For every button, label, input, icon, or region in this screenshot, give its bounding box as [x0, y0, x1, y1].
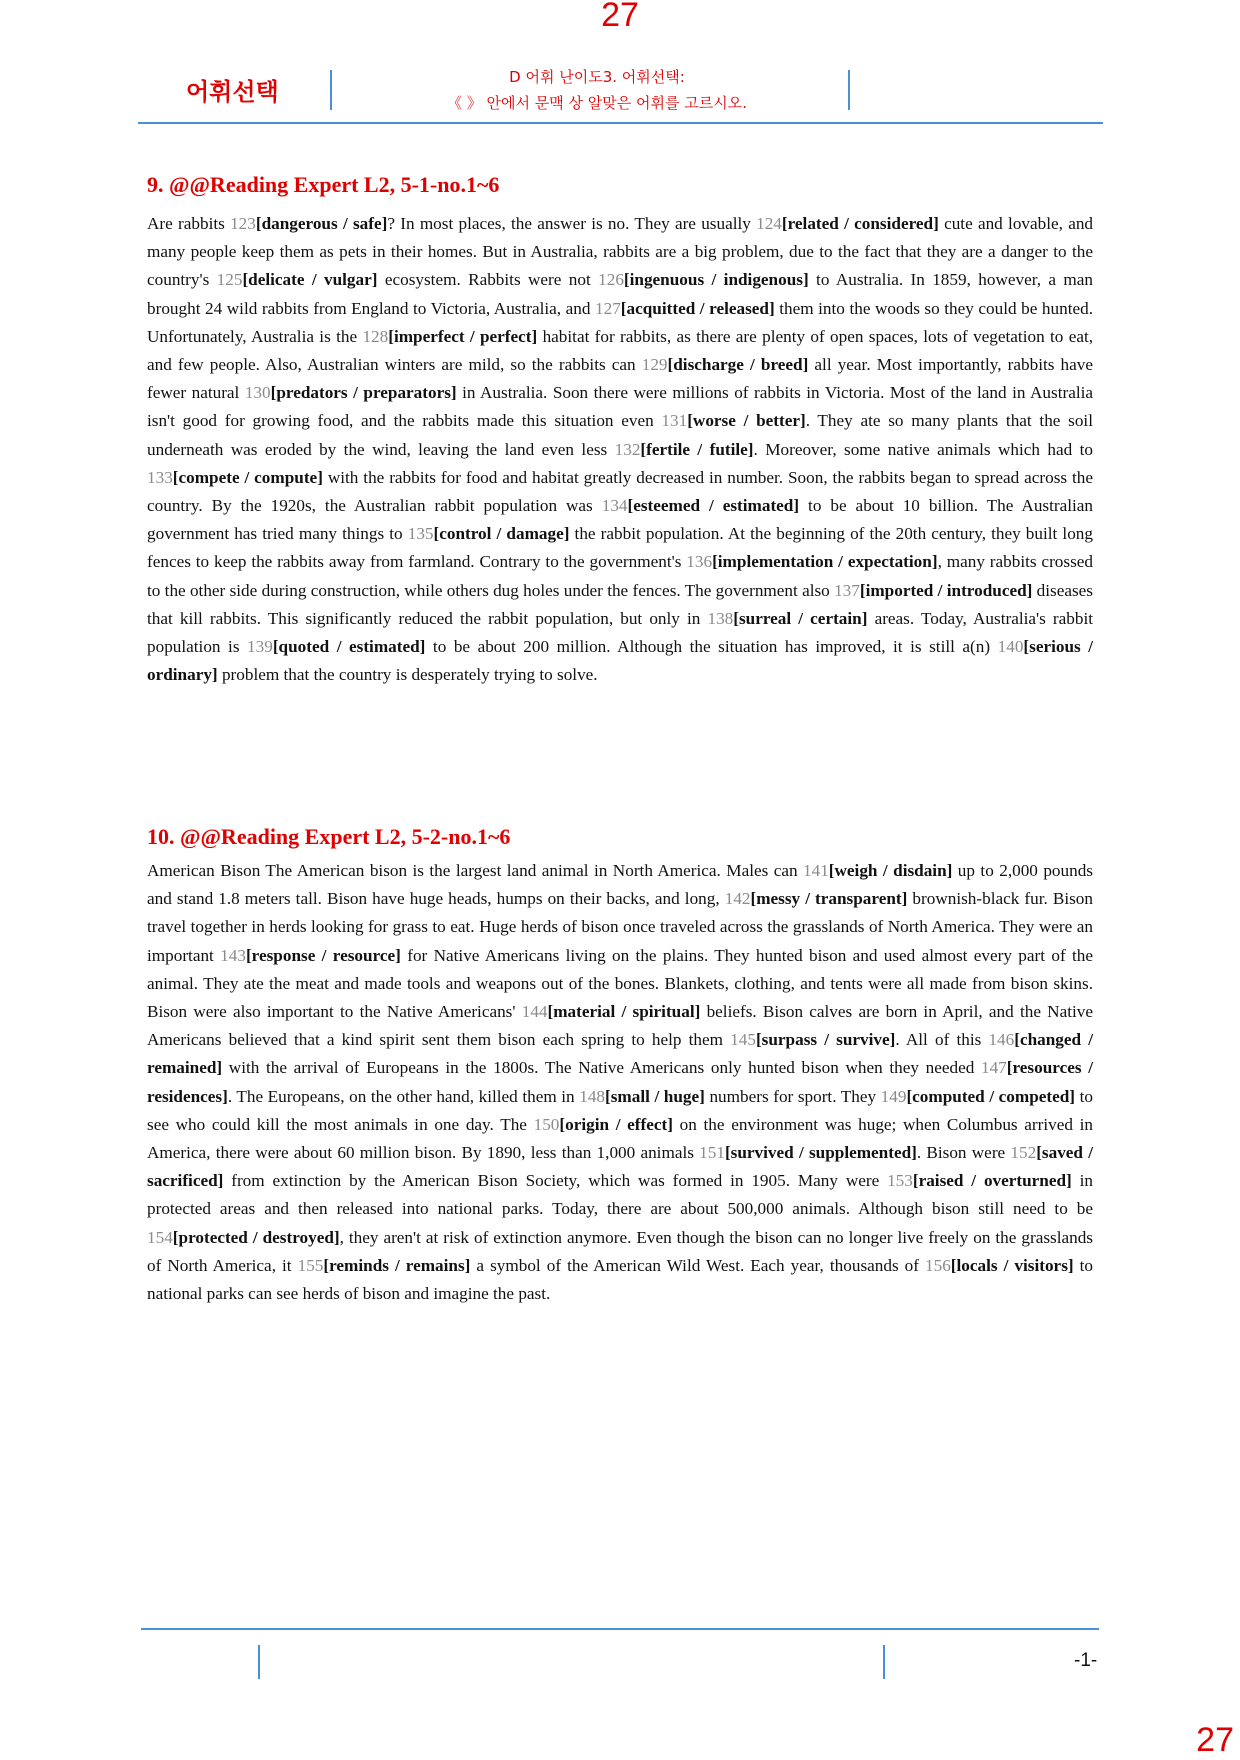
- question-number: 126: [598, 270, 624, 290]
- word-choice: [quoted / estimated]: [272, 637, 426, 657]
- question-number: 136: [686, 552, 713, 572]
- footer-divider-right: [883, 1645, 885, 1679]
- question-number: 135: [407, 524, 434, 544]
- question-number: 149: [880, 1086, 907, 1106]
- word-choice: [control / damage]: [433, 524, 570, 544]
- question-number: 153: [887, 1171, 913, 1191]
- page-header: [138, 60, 1103, 124]
- passage-text: on the environment was huge; when Columbus arrived in America, there were about 60 million bison. By 1890, less than 1,000 animals: [147, 1114, 1093, 1163]
- question-number: 154: [147, 1227, 173, 1247]
- passage-text: cute and lovable, and many people keep them as pets in their homes. But in Australia, rabbits are a big problem, due to the fact that they are a danger to the country's: [147, 214, 1094, 290]
- passage-text: . They ate so many plants that the soil underneath was eroded by the wind, leaving the land even less: [147, 411, 1093, 459]
- word-choice: [predators / preparators]: [270, 383, 457, 403]
- word-choice: [esteemed / estimated]: [627, 496, 800, 516]
- question-number: 132: [614, 439, 641, 459]
- question-number: 123: [230, 214, 256, 233]
- header-title: 어휘선택: [186, 78, 279, 106]
- word-choice: [messy / transparent]: [750, 889, 908, 909]
- question-number: 127: [595, 298, 621, 318]
- page-number-top: 27: [601, 0, 639, 34]
- question-number: 156: [925, 1255, 951, 1275]
- passage-text: for Native Americans living on the plains. They hunted bison and used almost every part of the animal. They ate the meat and made tools and weapons out of the bones. Blankets, clothing, and tents were all made from bison skins. Bison were also important to the Native Americans': [147, 945, 1093, 1022]
- question-number: 137: [834, 580, 860, 600]
- word-choice: [fertile / futile]: [640, 439, 754, 459]
- question-number: 133: [147, 467, 173, 487]
- passage-text: , many rabbits crossed to the other side during construction, while others dug holes under the fences. The government also: [147, 552, 1093, 600]
- word-choice: [reminds / remains]: [323, 1255, 471, 1275]
- question-number: 134: [601, 496, 628, 516]
- section-title: 10. @@Reading Expert L2, 5-2-no.1~6: [147, 824, 511, 849]
- passage-text: in protected areas and then released into national parks. Today, there are about 500,000 animals. Although bison still need to be: [147, 1171, 1094, 1219]
- passage-text: . Bison were: [916, 1143, 1011, 1163]
- word-choice: [raised / overturned]: [912, 1171, 1072, 1191]
- word-choice: [dangerous / safe]: [255, 214, 388, 233]
- passage-text: numbers for sport. They: [704, 1086, 881, 1106]
- passage-text: . Moreover, some native animals which had to: [753, 439, 1093, 459]
- passage-text: , they aren't at risk of extinction anymore. Even though the bison can no longer live freely on the grasslands of North America, it: [147, 1227, 1093, 1275]
- question-number: 125: [216, 270, 243, 290]
- passage-text: from extinction by the American Bison Society, which was formed in 1905. Many were: [223, 1171, 888, 1191]
- passage-text: all year. Most importantly, rabbits have fewer natural: [147, 355, 1093, 403]
- page-number-corner: 27: [1196, 1721, 1234, 1759]
- word-choice: [saved / sacrificed]: [147, 1143, 1094, 1191]
- word-choice: [computed / competed]: [906, 1086, 1076, 1106]
- question-number: 146: [988, 1030, 1015, 1050]
- question-number: 155: [297, 1255, 324, 1275]
- passage-text: problem that the country is desperately trying to solve.: [217, 665, 598, 685]
- word-choice: [origin / effect]: [559, 1114, 673, 1134]
- passage-text: up to 2,000 pounds and stand 1.8 meters tall. Bison have huge heads, humps on their backs, and long,: [147, 861, 1093, 909]
- question-number: 148: [579, 1086, 605, 1106]
- passage-text: beliefs. Bison calves are born in April, and the Native Americans believed that a kind spirit sent them bison each spring to help them: [147, 1002, 1093, 1050]
- header-desc-line-2: 《 》 안에서 문맥 상 알맞은 어휘를 고르시오.: [447, 94, 747, 112]
- word-choice: [worse / better]: [687, 411, 806, 431]
- word-choice: [ingenuous / indigenous]: [623, 270, 809, 290]
- passage-text: the rabbit population. At the beginning of the 20th century, they built long fences to keep the rabbits away from farmland. Contrary to the government's: [147, 524, 1093, 572]
- header-desc-line-1: D 어휘 난이도3. 어휘선택:: [509, 68, 685, 86]
- header-divider-right: [848, 70, 850, 110]
- passage-text: with the arrival of Europeans in the 1800s. The Native Americans only hunted bison when they needed: [222, 1058, 981, 1078]
- word-choice: [changed / remained]: [147, 1030, 1093, 1078]
- passage-text: to see who could kill the most animals in one day. The: [147, 1086, 1093, 1134]
- passage-text: brownish-black fur. Bison travel together in herds looking for grass to eat. Huge herds of bison once traveled across the grasslands of North America. They were an important: [147, 889, 1093, 965]
- question-number: 138: [707, 608, 734, 628]
- question-number: 139: [247, 637, 273, 657]
- header-divider-left: [330, 70, 332, 110]
- word-choice: [surreal / certain]: [733, 608, 868, 628]
- question-number: 152: [1010, 1143, 1037, 1163]
- footer-rule: [141, 1628, 1099, 1630]
- passage-text: to be about 10 billion. The Australian government has tried many things to: [147, 496, 1094, 544]
- passage-text: to national parks can see herds of bison and imagine the past.: [147, 1255, 1094, 1304]
- passage-text: in Australia. Soon there were millions of rabbits in Victoria. Most of the land in Australia isn't good for growing food, and the rabbits made this situation even: [147, 383, 1094, 431]
- question-number: 130: [244, 383, 271, 403]
- passage-text: diseases that kill rabbits. This significantly reduced the rabbit population, but only in: [147, 580, 1093, 628]
- question-number: 128: [362, 326, 389, 346]
- passage-text: ? In most places, the answer is no. They are usually: [387, 214, 757, 233]
- word-choice: [weigh / disdain]: [828, 861, 953, 880]
- passage-text: . All of this: [895, 1030, 989, 1050]
- section-title: 9. @@Reading Expert L2, 5-1-no.1~6: [147, 172, 500, 197]
- word-choice: [survived / supplemented]: [724, 1143, 917, 1163]
- passage-text: to be about 200 million. Although the situation has improved, it is still a(n): [425, 637, 998, 657]
- passage-text: habitat for rabbits, as there are plenty of open spaces, lots of vegetation to eat, and few people. Also, Australian winters are mild, so the rabbits can: [147, 326, 1094, 375]
- word-choice: [delicate / vulgar]: [242, 270, 378, 290]
- question-number: 140: [997, 637, 1024, 657]
- question-number: 129: [641, 355, 668, 375]
- word-choice: [material / spiritual]: [547, 1002, 701, 1022]
- passage-text: with the rabbits for food and habitat greatly decreased in number. Soon, the rabbits began to spread across the country. By the 1920s, the Australian rabbit population was: [147, 467, 1093, 516]
- question-number: 150: [533, 1114, 560, 1134]
- passage-text: to Australia. In 1859, however, a man brought 24 wild rabbits from England to Victoria, Australia, and: [147, 270, 1094, 318]
- question-number: 142: [724, 889, 751, 909]
- word-choice: [discharge / breed]: [667, 355, 809, 375]
- question-number: 144: [521, 1002, 548, 1022]
- word-choice: [compete / compute]: [172, 467, 323, 487]
- passage-text: them into the woods so they could be hunted. Unfortunately, Australia is the: [147, 298, 1093, 346]
- footer-divider-left: [258, 1645, 260, 1679]
- word-choice: [implementation / expectation]: [712, 552, 938, 572]
- passage-text: areas. Today, Australia's rabbit population is: [147, 608, 1094, 657]
- question-number: 141: [803, 861, 829, 880]
- word-choice: [response / resource]: [245, 945, 401, 965]
- word-choice: [protected / destroyed]: [172, 1227, 340, 1247]
- passage-body: [147, 210, 1093, 689]
- passage-text: Are rabbits: [147, 214, 231, 233]
- passage-text: American Bison The American bison is the largest land animal in North America. Males can: [147, 861, 804, 880]
- header-description: [334, 64, 860, 116]
- question-number: 131: [661, 411, 688, 431]
- question-number: 124: [756, 214, 782, 233]
- word-choice: [imported / introduced]: [859, 580, 1033, 600]
- word-choice: [resources / residences]: [147, 1058, 1093, 1106]
- word-choice: [serious / ordinary]: [147, 637, 1094, 685]
- word-choice: [related / considered]: [781, 214, 939, 233]
- footer-page-label: -1-: [1074, 1650, 1098, 1671]
- passage-body: [147, 857, 1093, 1308]
- question-number: 145: [730, 1030, 756, 1050]
- passage-text: . The Europeans, on the other hand, killed them in: [227, 1086, 580, 1106]
- word-choice: [acquitted / released]: [620, 298, 775, 318]
- question-number: 151: [699, 1143, 725, 1163]
- passage-text: ecosystem. Rabbits were not: [377, 270, 599, 290]
- word-choice: [small / huge]: [605, 1086, 705, 1106]
- word-choice: [locals / visitors]: [950, 1255, 1074, 1275]
- word-choice: [surpass / survive]: [755, 1030, 896, 1050]
- passage-text: a symbol of the American Wild West. Each year, thousands of: [470, 1255, 926, 1275]
- question-number: 147: [980, 1058, 1007, 1078]
- question-number: 143: [220, 945, 246, 965]
- word-choice: [imperfect / perfect]: [388, 326, 538, 346]
